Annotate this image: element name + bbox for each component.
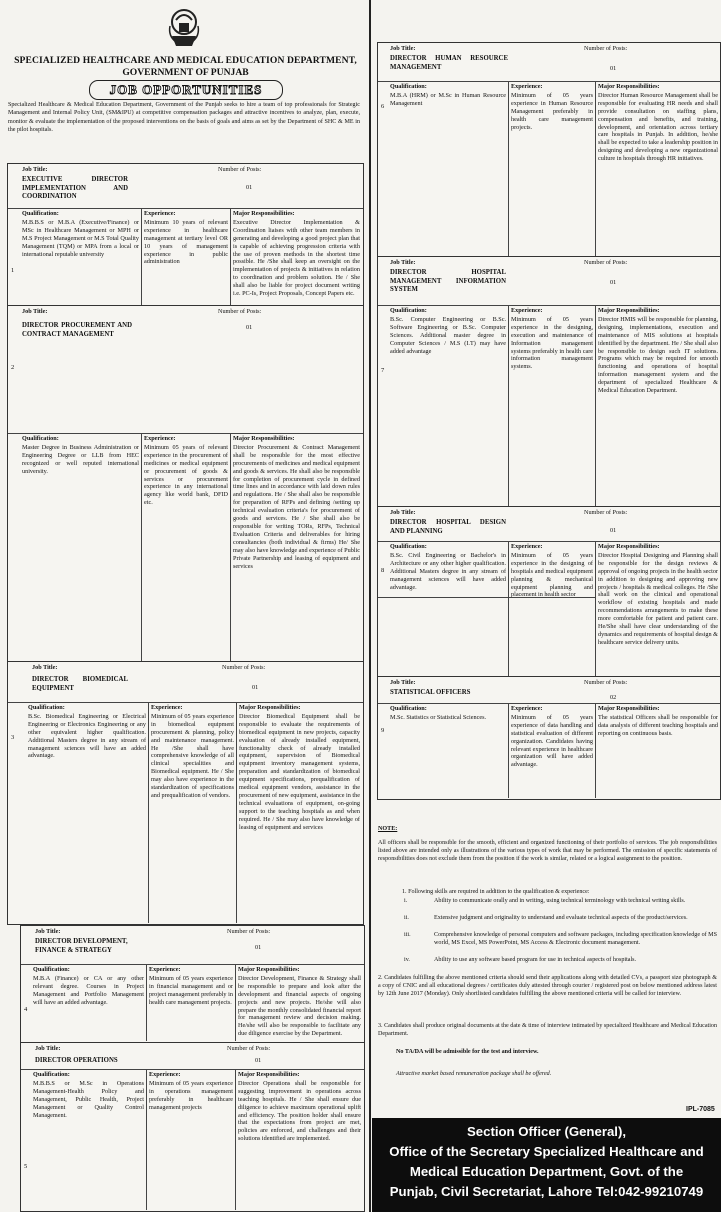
note-item-1: 1. Following skills are required in addition to the qualification & experience: (402, 889, 590, 895)
experience-cell: Experience: Minimum of 05 years experience in financial management and or project management preferably in health care management projects. (149, 966, 233, 1006)
responsibilities-cell: Major Responsibilities: Director Development, Finance & Strategy shall be responsible to prepare and look after the development and financial aspects of ongoing projects and new projects. He/she will also prepare the monthly consolidated financial report for management review and decision making. He/she will also be responsible to facilitate any due diligence exercise by the Department. (238, 966, 361, 1038)
number-of-posts-value: 01 (246, 324, 253, 331)
serial-number: 1 (11, 267, 15, 274)
note-item-3: 3. Candidates shall produce original documents at the date & time of interview intimated by specialized Healthcare and Medical Education Department. (378, 1023, 717, 1038)
number-of-posts-value: 01 (255, 1057, 262, 1064)
experience-cell: Experience: Minimum 10 years of relevant experience in healthcare management at tertiary level OR 10 years of management experience in public administration (144, 210, 228, 266)
experience-cell: Experience: Minimum 05 years of relevant experience in the procurement of medicines or medical equipment or procurement of goods & services or procurement experience in any international agency like world bank, DFID etc. (144, 435, 228, 507)
experience-cell: Experience: Minimum of 05 years experience in operations management preferably in healthcare management projects (149, 1071, 233, 1111)
job-title: DIRECTOR PROCUREMENT AND CONTRACT MANAGEMENT (22, 322, 132, 338)
responsibilities-cell: Major Responsibilities: Executive Director Implementation & Coordination liaises with other team members in generating and developing a good project plan that is capable of achieving progression criteria with the use of proven methods in the shortest time possible. He /She shall keep an oversight on the implementation of projects & initiatives in relation to coordination and problem solution. He / She shall also be liable for project document writing i.e. PC-Is, Project Proposals, Concept Papers etc. (233, 210, 360, 298)
qualification-cell: Qualification: B.Sc. Computer Engineering or B.Sc. Software Engineering or B.Sc. Computer Sciences. Additional master degree in Computer Sciences / M.S (I.T) may have added advantage (390, 307, 506, 355)
responsibilities-cell: Major Responsibilities: Director Human Resource Management shall be responsible for evaluating HR needs and shall provide consultation on staffing plans, compensation and benefits, and training, development, and orientation across tertiary care hospitals in Punjab. In addition, he/she shall be expected to take a leadership position in designing and developing a new organizational culture in hospitals through HR initiatives. (598, 83, 718, 163)
job-table-4 (20, 925, 365, 1043)
number-of-posts-value: 01 (255, 944, 262, 951)
job-title-label: Job Title: (35, 928, 61, 935)
skill-text: Ability to use any software based program for use in technical aspects of hospitals. (434, 957, 637, 963)
skill-number: i. (404, 898, 408, 904)
job-title-label: Job Title: (22, 308, 48, 315)
responsibilities-cell: Major Responsibilities: Director Operations shall be responsible for suggesting improvement in operations across teaching hospitals. He / She shall ensure due diligence to achieve maximum operational uplift and efficiency. The position holder shall ensure that the expectations from project are met, policies are enforced, and challenges and their solutions identified are implemented. (238, 1071, 361, 1143)
footer-line-4: Punjab, Civil Secretariat, Lahore Tel:042-99210749 (389, 1184, 704, 1199)
skill-text: Comprehensive knowledge of personal computers and software packages, including specification knowledge of MS world, MS Excel, MS PowerPoint, MS Access & Electronic document management. (434, 932, 717, 947)
job-table-8 (377, 506, 721, 678)
punjab-government-seal-icon (166, 6, 202, 50)
job-title-label: Job Title: (390, 45, 416, 52)
number-of-posts-label: Number of Posts: (584, 679, 628, 686)
number-of-posts-label: Number of Posts: (584, 259, 628, 266)
experience-cell: Experience: Minimum of 05 years experience in Human Resource Management preferably in health care management projects. (511, 83, 593, 131)
intro-paragraph: Specialized Healthcare & Medical Education Department, Government of the Punjab seeks to hire a team of top professionals for Strategic Management and Internal Policy Unit, (SM&IPU) at competitive compensation packages and attractive incentives to analyze, plan, execute, monitor & evaluate the implementation of the proposed interventions on the basis of goals and aims as set by the Department of SHC & ME in the pilot hospitals. (8, 102, 360, 134)
job-table-3 (7, 661, 364, 925)
column-divider (369, 0, 371, 1212)
government-heading: GOVERNMENT OF PUNJAB (122, 67, 249, 78)
department-heading: SPECIALIZED HEALTHCARE AND MEDICAL EDUCATION DEPARTMENT, (14, 55, 357, 66)
serial-number: 9 (381, 727, 385, 734)
skill-number: iii. (404, 932, 411, 938)
job-table-6 (377, 42, 721, 258)
job-title: STATISTICAL OFFICERS (390, 689, 471, 696)
footer-line-3: Medical Education Department, Govt. of the (409, 1164, 684, 1179)
footer-line-2: Office of the Secretary Specialized Healthcare and (389, 1144, 704, 1159)
serial-number: 7 (381, 367, 385, 374)
job-title: DIRECTOR HOSPITAL MANAGEMENT INFORMATION SYSTEM (390, 269, 506, 293)
job-title-label: Job Title: (32, 664, 58, 671)
serial-number: 5 (24, 1163, 28, 1170)
job-table-9 (377, 676, 721, 800)
number-of-posts-label: Number of Posts: (227, 928, 271, 935)
serial-number: 4 (24, 1006, 28, 1013)
qualification-cell: Qualification: B.Sc. Biomedical Engineering or Electrical Engineering or Electronics Engineering or any other equivalent higher qualification. Additional Masters degree in any stream of management sciences will have an added advantage. (28, 704, 146, 760)
job-title-label: Job Title: (390, 679, 416, 686)
serial-number: 3 (11, 734, 15, 741)
serial-number: 6 (381, 103, 385, 110)
job-title: DIRECTOR HOSPITAL DESIGN AND PLANNING (390, 519, 506, 535)
serial-number: 8 (381, 567, 385, 574)
ta-da-note: No TA/DA will be admissible for the test and interview. (396, 1049, 539, 1055)
footer-address-block (372, 1118, 721, 1212)
serial-number: 2 (11, 364, 15, 371)
experience-cell: Experience: Minimum of 05 years experience in the designing of hospitals and medical equipment planning & mechanical equipment planning and placement in health sector (511, 543, 593, 597)
job-opportunities-banner: JOB OPPORTUNITIES (89, 80, 283, 100)
qualification-cell: Qualification: Master Degree in Business Administration or Engineering Degree or LLB from HEC recognized or well reputed international university. (22, 435, 139, 475)
qualification-cell: Qualification: M.B.B.S or M.B.A (Executive/Finance) or MSc in Healthcare Management or MPH or M.S Project Management or M.S Total Quality Management (TQM) or MPA from a local or international reputable university (22, 210, 139, 258)
job-table-1 (7, 163, 364, 308)
job-title: DIRECTOR HUMAN RESOURCE MANAGEMENT (390, 55, 508, 71)
responsibilities-cell: Major Responsibilities: Director HMIS will be responsible for planning, designing, implementations, execution and maintenance of MIS solutions at hospitals identified by the department. He / She shall also be responsible to design such IT solutions. Programs which may be required for smooth functioning and operations of hospital information management system and the department of specialized Healthcare & Medical Education Department. (598, 307, 718, 395)
job-table-2 (7, 305, 364, 663)
number-of-posts-value: 01 (610, 527, 617, 534)
number-of-posts-label: Number of Posts: (222, 664, 266, 671)
number-of-posts-value: 01 (252, 684, 259, 691)
number-of-posts-value: 02 (610, 694, 617, 701)
job-title: EXECUTIVE DIRECTOR IMPLEMENTATION AND COORDINATION (22, 176, 128, 200)
skill-text: Ability to communicate orally and in writing, using technical terminology with technical writing skills. (434, 898, 686, 904)
number-of-posts-value: 01 (246, 184, 253, 191)
qualification-cell: Qualification: M.B.A (HRM) or M.Sc in Human Resource Management (390, 83, 506, 107)
number-of-posts-label: Number of Posts: (218, 308, 262, 315)
responsibilities-cell: Major Responsibilities: Director Hospital Designing and Planning shall be responsible for the design reviews & approval of ongoing projects in the health sector in addition to designing and approving new projects / hospitals & medical colleges. He /She shall work on the clinical and operational workflow of existing hospitals and made recommendations arrangements to make these more comfortable for patient and patient care. He/She shall have clear understanding of the dynamics and requirements of hospital design & healthcare service delivery units. (598, 543, 718, 646)
note-heading: NOTE: (378, 826, 398, 832)
footer-line-1: Section Officer (General), (466, 1124, 627, 1139)
number-of-posts-value: 01 (610, 65, 617, 72)
qualification-cell: Qualification: M.B.B.S or M.Sc in Operations Management-Health Policy and Management, Public Health, Project Management or Quality Control Management. (33, 1071, 144, 1119)
number-of-posts-label: Number of Posts: (227, 1045, 271, 1052)
experience-cell: Experience: Minimum of 05 years experience of data handling and statistical evaluation of different organization. Candidates having relevant experience in healthcare organization will have added advantage. (511, 705, 593, 769)
responsibilities-cell: Major Responsibilities: Director Biomedical Equipment shall be responsible to evaluate the requirements of biomedical equipment in new projects, capacity evaluation of already installed equipment, functionality check of already installed equipment, supervision of Biomedical equipment inventory management systems, preparation and standardization of biomedical equipment specifications, prequalification of medical equipment vendors, assistance in the procurement of new equipment, assistance in the technical evaluations of equipment, on-going support to the teaching hospitals as and when required. He / She may also have knowledge of leasing of equipment and services (239, 704, 360, 831)
experience-cell: Experience: Minimum of 05 years experience in biomedical equipment procurement & planning, policy and maintenance management. He /She shall have comprehensive knowledge of all clinical specialities and Biomedical equipment. He / She may also have experience in the standardization of specifications and prequalification of vendors. (151, 704, 234, 799)
note-item-2: 2. Candidates fulfilling the above mentioned criteria should send their applications along with detailed CVs, a passport size photograph & a copy of CNIC and all educational degrees / certificates duly attested through courier / registered post on below mentioned address latest by 12th June 2017 (Monday). Only shortlisted candidates fulfilling the above mentioned criteria will be called for interview. (378, 975, 717, 998)
qualification-cell: Qualification: M.Sc. Statistics or Statistical Sciences. (390, 705, 487, 721)
right-column (372, 0, 721, 1212)
note-paragraph: All officers shall be responsible for the smooth, efficient and organized functioning of their portfolio of services. The job responsibilities listed above are intended only as illustrations of the various types of work that may be performed. The omission of specific statements of responsibilities does not exclude them from the position if the work is similar, related or a logical assignment to the position. (378, 840, 717, 863)
number-of-posts-label: Number of Posts: (584, 509, 628, 516)
responsibilities-cell: Major Responsibilities: Director Procurement & Contract Management shall be responsible for the most effective procurements of medicines and medical equipment and goods & services. He shall also be responsible for completion of procurement cycle in defined time lines and in accordance with laid down rules and regulations. He / She shall also be responsible for preparation of RFPs and defining /setting up technical evaluation criteria's for procurement of goods and services. He / She shall also be responsible for writing TORs, RFPs, Technical Evaluation Criteria and deliverables for hiring consultancies (both individual & firms) He/ She may also have knowledge and experience of Public Private Partnership and leasing of equipment and services (233, 435, 360, 570)
job-title-label: Job Title: (22, 166, 48, 173)
job-title: DIRECTOR DEVELOPMENT, FINANCE & STRATEGY (35, 938, 128, 954)
qualification-cell: Qualification: M.B.A (Finance) or CA or any other relevant degree. Courses in Project Management and Portfolio Management will have an added advantage. (33, 966, 144, 1006)
responsibilities-cell: Major Responsibilities: The statistical Officers shall be responsible for data analysis of different teaching hospitals and reporting on continuous basis. (598, 705, 718, 737)
job-title-label: Job Title: (390, 259, 416, 266)
job-table-7 (377, 256, 721, 508)
job-title-label: Job Title: (35, 1045, 61, 1052)
experience-cell: Experience: Minimum of 05 years experience in the designing, execution and maintenance of Information management systems preferably in health care information management systems. (511, 307, 593, 371)
job-title-label: Job Title: (390, 509, 416, 516)
number-of-posts-label: Number of Posts: (584, 45, 628, 52)
skill-number: ii. (404, 915, 409, 921)
skill-number: iv. (404, 957, 410, 963)
ipl-code: IPL-7085 (686, 1106, 715, 1113)
job-title: DIRECTOR OPERATIONS (35, 1057, 118, 1064)
job-table-5 (20, 1042, 365, 1212)
package-note: Attractive market based remuneration package shall be offered. (396, 1071, 552, 1077)
skill-text: Extensive judgment and originality to understand and evaluate technical aspects of the product/services. (434, 915, 688, 921)
number-of-posts-value: 01 (610, 279, 617, 286)
number-of-posts-label: Number of Posts: (218, 166, 262, 173)
job-title: DIRECTOR BIOMEDICAL EQUIPMENT (32, 676, 128, 692)
qualification-cell: Qualification: B.Sc. Civil Engineering or Bachelor's in Architecture or any other higher qualification. Additional Masters degree in any stream of management sciences will have added advantage. (390, 543, 506, 591)
